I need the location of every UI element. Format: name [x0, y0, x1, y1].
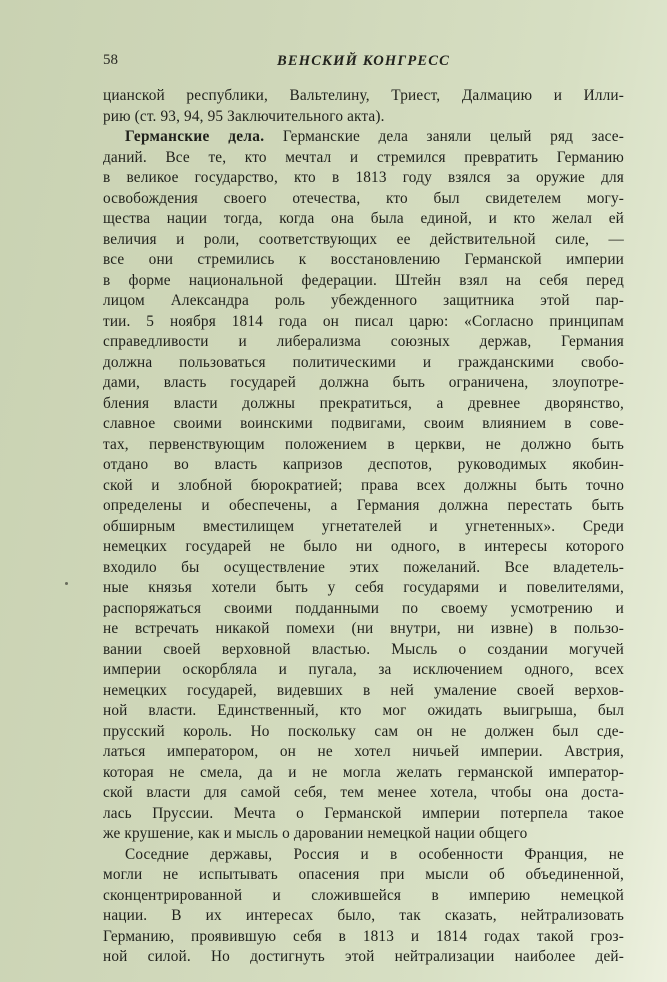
- text-line: ные князья хотели быть у себя государями и повелителями,: [103, 579, 624, 596]
- text-line: отдано во власть капризов деспотов, руководимых якобин-: [103, 456, 624, 473]
- running-head: [103, 52, 624, 72]
- text-line: даний. Все те, кто мечтал и стремился превратить Германию: [103, 148, 624, 166]
- text-line: прусский король. Но поскольку сам он не должен был сде-: [103, 722, 624, 740]
- text-line: вании своей верховной властью. Мысль о создании могучей: [103, 640, 624, 658]
- text-line: [103, 127, 624, 148]
- text-line: могли не испытывать опасения при мысли об объединенной,: [103, 866, 624, 883]
- text-line: империи оскорбляла и пугала, за исключением одного, всех: [103, 661, 624, 678]
- paragraph-continuation: [103, 86, 624, 127]
- text-line: освобождения своего отечества, кто был свидетелем могу-: [103, 189, 624, 207]
- text-line: тах, первенствующим положением в церкви, не должно быть: [103, 435, 624, 453]
- text-line: в форме национальной федерации. Штейн взял на себя перед: [103, 271, 624, 289]
- text-line: все они стремились к восстановлению Германской империи: [103, 251, 624, 268]
- text-line: сконцентрированной и сложившейся в империю немецкой: [103, 886, 624, 904]
- text-line: латься императором, он не хотел ничьей империи. Австрия,: [103, 743, 624, 760]
- section-lead-heading: Германские дела.: [125, 128, 265, 145]
- text-line: которая не смела, да и не могла желать германской император-: [103, 763, 624, 781]
- body-text: [103, 86, 624, 968]
- text-line: щества нации тогда, когда она была единой, и кто желал ей: [103, 210, 624, 227]
- text-line: ной власти. Единственный, кто мог ожидать выигрыша, был: [103, 702, 624, 719]
- text-line: лицом Александра роль убежденного защитника этой пар-: [103, 292, 624, 309]
- print-speck: [65, 582, 68, 585]
- text-line: нации. В их интересах было, так сказать, нейтрализовать: [103, 907, 624, 924]
- text-line: бления власти должны прекратиться, а древнее дворянство,: [103, 394, 624, 412]
- text-line: рию (ст. 93, 94, 95 Заключительного акта).: [103, 107, 385, 125]
- text-line: справедливости и либерализма союзных держав, Германия: [103, 333, 624, 350]
- text-line: тии. 5 ноября 1814 года он писал царю: «Согласно принципам: [103, 312, 624, 330]
- paragraph-neighbouring-powers: [103, 845, 624, 968]
- text-line: ской власти для самой себя, тем менее хотела, чтобы она доста-: [103, 784, 624, 801]
- text-line: цианской республики, Вальтелину, Триест, Далмацию и Илли-: [103, 87, 624, 104]
- text-line: Германию, проявившую себя в 1813 и 1814 годах такой гроз-: [103, 927, 624, 945]
- text-line: ной силой. Но достигнуть этой нейтрализации наиболее дей-: [103, 948, 624, 965]
- text-line: обширным вместилищем угнетателей и угнетенных». Среди: [103, 517, 624, 535]
- text-line: величия и роли, соответствующих ее действительной силе, —: [103, 230, 624, 248]
- paragraph-german-affairs: [103, 127, 624, 845]
- text-line: распоряжаться своими подданными по своему усмотрению и: [103, 599, 624, 617]
- text-line: должна пользоваться политическими и гражданскими свобо-: [103, 353, 624, 371]
- text-line: в великое государство, кто в 1813 году взялся за оружие для: [103, 169, 624, 186]
- page-number: 58: [103, 52, 118, 68]
- text-line: немецких государей, видевших в ней умаление своей верхов-: [103, 681, 624, 699]
- text-line: ской и злобной бюрократией; права всех должны быть точно: [103, 476, 624, 494]
- text-line: лась Пруссии. Мечта о Германской империи потерпела такое: [103, 804, 624, 822]
- text-line: не встречать никакой помехи (ни внутри, ни извне) в пользо-: [103, 620, 624, 637]
- text-line: славное своими воинскими подвигами, своим влиянием в сове-: [103, 415, 624, 432]
- text-line: входило бы осуществление этих пожеланий. Все владетель-: [103, 558, 624, 576]
- text-line: немецких государей не было ни одного, в интересы которого: [103, 538, 624, 555]
- text-line: дами, власть государей должна быть ограничена, злоупотре-: [103, 374, 624, 391]
- text-line: определены и обеспечены, а Германия должна перестать быть: [103, 497, 624, 514]
- text-line-content: Германские дела заняли целый ряд засе-: [264, 128, 624, 145]
- text-line: же крушение, как и мысль о даровании немецкой нации общего: [103, 825, 528, 842]
- chapter-title: ВЕНСКИЙ КОНГРЕСС: [276, 53, 451, 69]
- text-line: Соседние державы, Россия и в особенности Франция, не: [125, 845, 624, 863]
